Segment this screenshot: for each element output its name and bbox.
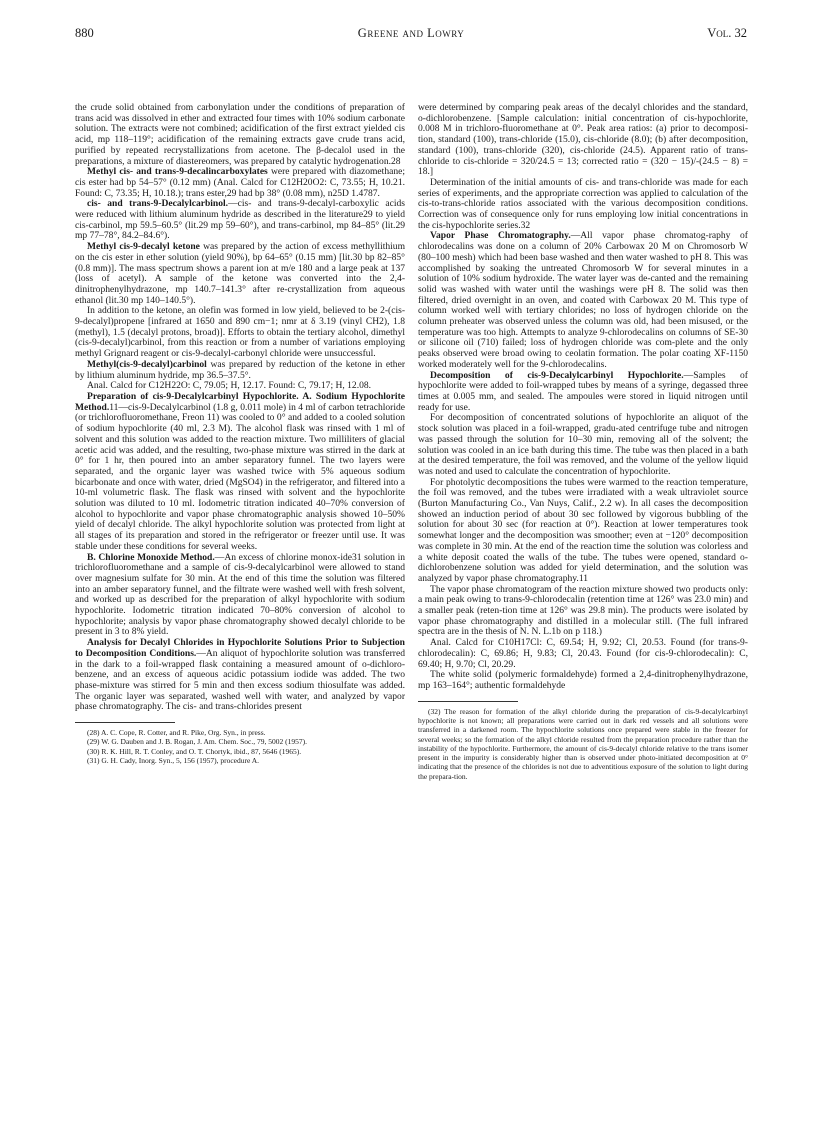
footnote: (28) A. C. Cope, R. Cotter, and R. Pike, Org. Syn., in press. (87, 728, 266, 738)
paragraph-heading: Decomposition of cis-9-Decalylcarbinyl Hypochlorite. (430, 369, 684, 381)
paragraph-text: Anal. Calcd for C12H22O: C, 79.05; H, 12.17. Found: C, 79.17; H, 12.08. (87, 380, 372, 392)
running-header (75, 26, 747, 44)
paragraph-text: the crude solid obtained from carbonylation under the conditions of preparation of trans acid was dissolved in ether and extracted four times with 10% sodium carbonate solution. The extracts were not combined; acidification of the first extract yielded cis acid, mp 118–119°; acidification of the remaining extracts gave crude trans acid, purified by repeated recrystallizations from acetone. The β-decalol used in the preparations, a mixture of diastereomers, was prepared by catalytic hydrogenation.28 (75, 102, 405, 167)
running-title: Greene and Lowry (357, 26, 465, 40)
paragraph (75, 392, 405, 553)
paragraph-text: Determination of the initial amounts of cis- and trans-chloride was made for each series of experiments, and the appropriate correction was applied to calculation of the cis-to-trans-chloride ratios associated with the various decomposition conditions. Correction was of consequence only for runs employing low initial concentrations in the cis-hypochlorite series.32 (418, 176, 748, 231)
left-column (75, 103, 405, 765)
paragraph (418, 103, 748, 178)
footnote-rule (75, 722, 175, 723)
paragraph-heading: Methyl cis-9-decalyl ketone (87, 241, 200, 253)
paragraph-text: 11—cis-9-Decalylcarbinol (1.8 g, 0.011 mole) in 4 ml of carbon tetrachloride (or trichlorofluoromethane, Freon 11) was cooled to 0° and added to a cooled solution of sodium hypochlorite (40 ml, 2.3 M). The alcohol flask was rinsed with 1 ml of solvent and this solution was added to the reaction mixture. Two milliliters of glacial acetic acid was added, and the resulting, two-phase mixture was stirred in the dark at 0° for 1 hr, then poured into an amber separatory funnel. The two layers were separated, and the organic layer was washed twice with 5% aqueous sodium bicarbonate and once with water, dried (MgSO4) in the refrigerator, and filtered into a 10-ml volumetric flask. The flask was rinsed with solvent and the hypochlorite solution was diluted to 10 ml. Iodometric titration indicated 40–70% conversion of alcohol to hypochlorite and vapor phase chromatographic analysis showed 10–50% yield of decalyl chloride. The alkyl hypochlorite solution was protected from light at all stages of its preparation and stored in the refrigerator or freezer until use. It was stable under these conditions for several weeks. (75, 401, 405, 552)
paragraph-text: —cis- and trans-9-decalyl-carboxylic acids were reduced with lithium aluminum hydride as described in the literature29 to yield cis-carbinol, mp 59.5–60.5° (lit.29 mp 59–60°), and trans-carbinol, mp 84–85° (lit.29 mp 77–78°, 84.2–84.6°). (75, 198, 405, 242)
paragraph-text: were prepared with diazomethane; cis ester had bp 54–57° (0.12 mm) (Anal. Calcd for C12H20O2: C, 73.55; H, 10.21. Found: C, 73.35; H, 10.18.); trans ester,29 had bp 38° (0.08 mm), n25D 1.4787. (75, 166, 405, 199)
paragraph-text: In addition to the ketone, an olefin was formed in low yield, believed to be 2-(cis-9-decalyl)propene [infrared at 1650 and 890 cm−1; nmr at δ 3.19 (vinyl CH2), 1.8 (methyl), 1.5 (decalyl protons, broad)]. Efforts to obtain the tertiary alcohol, dimethyl (cis-9-decalyl)carbinol, from this reaction or from a number of variations employing methyl Grignard reagent or cis-9-decalyl-carbonyl chloride were unsuccessful. (75, 305, 405, 360)
paragraph-heading: Analysis for Decalyl Chlorides in Hypochlorite Solutions Prior to Subjection to Decomposition Conditions. (75, 637, 405, 659)
paragraph-heading: B. Chlorine Monoxide Method. (87, 551, 215, 563)
paragraph-text: —All vapor phase chromatog-raphy of chlorodecalins was done on a column of 20% Carbowax 20 M on Chromosorb W (80–100 mesh) which had been base washed and then water washed to pH 8. This was accomplished by soaking the untreated Chromosorb W for several minutes in a solution of 10% sodium hydroxide. The water layer was de-canted and the remaining solid was washed with water until the washings were pH 8. The solid was then filtered, dried overnight in an oven, and coated with Carbowax 20 M. This type of column worked well with tertiary chlorides; no loss of hydrogen chloride on the column preheater was observed unless the column was old, had been misused, or the temperature was too high. Attempts to analyze 9-chlorodecalins on columns of SE-30 or silicone oil (710) failed; loss of hydrogen chloride was com-plete and the only peaks observed were broad owing to ceolatin formation. The polar coating XF-1150 worked moderately well for the 9-chlorodecalins. (418, 230, 748, 370)
paragraph-text: —Samples of hypochlorite were added to foil-wrapped tubes by means of a syringe, degassed three times at 0.005 mm, and sealed. The ampoules were stored in liquid nitrogen until ready for use. (418, 369, 748, 413)
paragraph-text: For decomposition of concentrated solutions of hypochlorite an aliquot of the stock solution was placed in a foil-wrapped, gradu-ated centrifuge tube and nitrogen was passed through the solution for 10–30 min, removing all of the solvent; the solution was cooled in an ice bath during this time. The tube was then placed in a bath at the desired temperature, the foil was removed, and the volume of the yellow liquid was noted and used to calculate the concentration of hypochlorite. (418, 412, 748, 477)
paragraph-heading: Preparation of cis-9-Decalylcarbinyl Hypochlorite. A. Sodium Hypochlorite Method. (75, 390, 405, 413)
paragraph-text: For photolytic decompositions the tubes were warmed to the reaction temperature, the foil was removed, and the tubes were irradiated with a weak ultraviolet source (Burton Manufacturing Co., Van Nuys, Calif., 2.2 w). In all cases the decomposition showed an induction period of about 30 sec followed by vigorous bubbling of the solution for about 30 sec (for reaction at 0°). Reaction at lower temperatures took somewhat longer and the decomposition was smoother; even at −120° decomposition was complete in 30 min. At the end of the reaction time the solution was colorless and a white deposit coated the walls of the tube. The tubes were opened, standard o-dichlorobenzene solution was added for yield determination, and the solution was analyzed by vapor phase chromatography.11 (418, 476, 748, 584)
volume-label: Vol. 32 (707, 26, 747, 40)
paragraph-text: was prepared by the action of excess methyllithium on the cis ester in ether solution (yield 90%), bp 64–65° (0.15 mm) [lit.30 bp 82–85° (0.8 mm)]. The mass spectrum shows a parent ion at m/e 180 and a large peak at 137 (loss of acetyl). A sample of the ketone was converted into the 2,4-dinitrophenylhydrazone, mp 140.7–141.3° after re-crystallization from aqueous ethanol (lit.30 mp 140–140.5°). (75, 241, 405, 306)
paragraph (75, 553, 405, 639)
paragraph-text: were determined by comparing peak areas of the decalyl chlorides and the standard, o-dichlorobenzene. [Sample calculation: initial concentration of cis-hypochlorite, 0.008 M in trichloro-fluoromethane at 0°. Peak area ratios: (a) prior to decomposi-tion, standard (100), trans-chloride (15.0), cis-chloride (8.0); (b) after decomposition, standard (100), trans-chloride (320), cis-chloride (24.5). Apparent ratio of trans-chloride to cis-chloride = 320/24.5 = 13; corrected ratio = (320 − 15)/-(24.5 − 8) = 18.] (418, 102, 748, 178)
paragraph (75, 306, 405, 360)
paragraph (418, 371, 748, 414)
paragraph (418, 585, 748, 639)
paragraph (418, 413, 748, 477)
paragraph (418, 231, 748, 370)
paragraph-heading: Methyl cis- and trans-9-decalincarboxylates (87, 166, 268, 178)
paragraph-text: was prepared by reduction of the ketone in ether by lithium aluminum hydride, mp 36.5–37.5°. (75, 358, 405, 381)
paragraph (75, 103, 405, 167)
paragraph-text: —An aliquot of hypochlorite solution was transferred in the dark to a foil-wrapped flask containing a measured amount of o-dichloro-benzene, and an excess of aqueous acidic potassium iodide was added. The two phase-mixture was stirred for 5 min and then excess sodium thiosulfate was added. The organic layer was separated, washed well with water, and analyzed by vapor phase chromatography. The cis- and trans-chlorides present (75, 647, 405, 713)
footnote: (29) W. G. Dauben and J. B. Rogan, J. Am. Chem. Soc., 79, 5002 (1957). (87, 737, 307, 747)
paragraph (418, 178, 748, 232)
paragraph-text: The vapor phase chromatogram of the reaction mixture showed two products only: a main peak owing to trans-9-chlorodecalin (retention time at 126° was 23.0 min) and a smaller peak (reten-tion time at 126° was 29.8 min). The products were isolated by vapor phase chromatography and distilled in a molecular still. (The full infrared spectra are in the thesis of N. N. L.1b on p 118.) (418, 583, 748, 638)
paragraph-text: Anal. Calcd for C10H17Cl: C, 69.54; H, 9.92; Cl, 20.53. Found (for trans-9-chlorodecalin): C, 69.86; H, 9.83; Cl, 20.43. Found (for cis-9-chlorodecalin): C, 69.40; H, 9.70; Cl, 20.29. (418, 637, 748, 670)
paragraph (75, 167, 405, 199)
footnote-rule (418, 701, 518, 702)
right-column (418, 103, 748, 781)
paragraph (75, 638, 405, 713)
footnote: (32) The reason for formation of the alkyl chloride during the preparation of cis-9-decalylcarbinyl hypochlorite is not known; all preparations were carried out in dark red vessels and all solutions were transferred in a darkened room. The hypochlorite solutions once prepared were stable in the freezer for several weeks; so the formation of the alkyl chloride resulted from the preparation procedure rather than the instability of the hypochlorite. Furthermore, the amount of cis-9-decalyl chloride relative to the trans isomer present in the impurity is considerably higher than is observed under photo-initiated decomposition at 0° indicating that the presence of the chlorides is not due to adventitious exposure of the solution to light during the prepara-tion. (418, 706, 748, 781)
footnote: (30) R. K. Hill, R. T. Conley, and O. T. Chortyk, ibid., 87, 5646 (1965). (87, 746, 302, 756)
page-number: 880 (75, 26, 94, 40)
paragraph (75, 360, 405, 381)
paragraph-text: The white solid (polymeric formaldehyde) formed a 2,4-dinitrophenylhydrazone, mp 163–164°; authentic formaldehyde (418, 669, 748, 691)
paragraph-text: —An excess of chlorine monox-ide31 solution in trichlorofluoromethane and a sample of cis-9-decalylcarbinol were allowed to stand over magnesium sulfate for 30 min. At the end of this time the solution was filtered into an amber separatory funnel, and the filtrate were washed well with fresh solvent, and worked up as described for the preparation of alkyl hypochlorite with sodium hypochlorite. Iodometric titration indicated 70–80% conversion of alcohol to hypochlorite; analysis by vapor phase chromatography showed decalyl chloride to be present in 3 to 8% yield. (75, 551, 405, 638)
footnote: (31) G. H. Cady, Inorg. Syn., 5, 156 (1957), procedure A. (87, 755, 260, 765)
paragraph (75, 242, 405, 306)
paragraph (75, 199, 405, 242)
paragraph-heading: Methyl(cis-9-decalyl)carbinol (87, 358, 207, 370)
paragraph (418, 638, 748, 670)
paragraph-heading: Vapor Phase Chromatography. (430, 230, 571, 242)
paragraph (418, 478, 748, 585)
paragraph (418, 670, 748, 691)
paragraph-heading: cis- and trans-9-Decalylcarbinol. (87, 198, 229, 210)
